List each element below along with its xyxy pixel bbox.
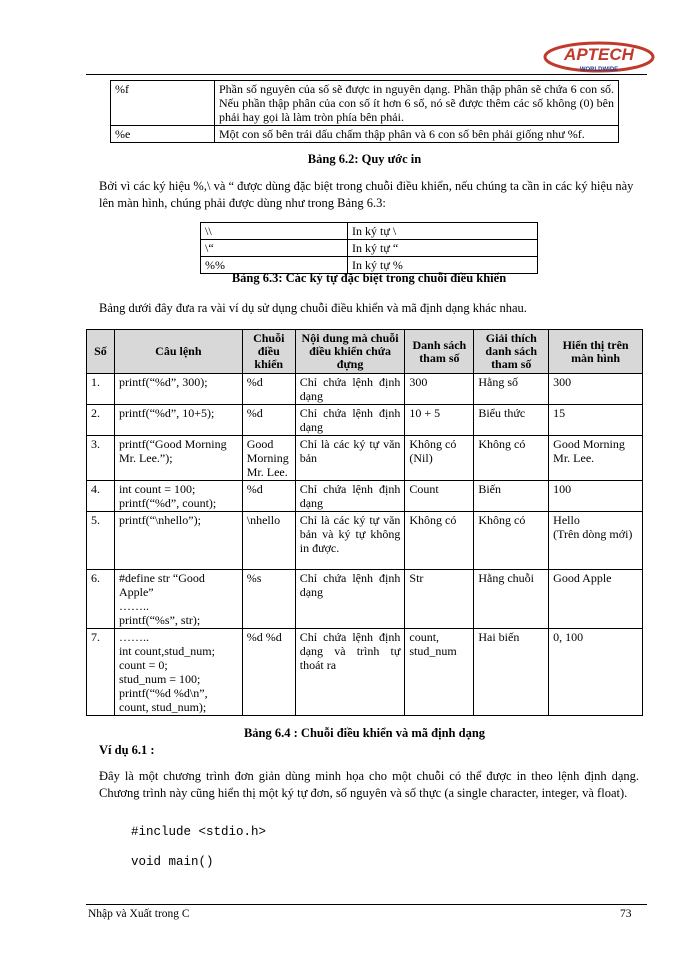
display-cell-line: 100	[553, 482, 572, 496]
table-row	[87, 629, 643, 716]
col-header-no: Số	[87, 330, 115, 374]
display-cell-line: 15	[553, 406, 566, 420]
params-cell	[405, 629, 474, 716]
display-cell-line: Hello	[553, 513, 580, 527]
params-cell	[405, 570, 474, 629]
table-header-row	[87, 330, 643, 374]
statement-cell-line: printf(“%d”, 10+5);	[118, 406, 215, 420]
explain-cell: Không có	[474, 436, 549, 481]
display-cell	[549, 481, 643, 512]
format-desc: Một con số bên trái dấu chấm thập phân và 6 con số bên phải giống như %f.	[215, 126, 619, 143]
statement-cell-line: ……..	[118, 630, 149, 644]
control-string-cell	[242, 629, 295, 716]
statement-cell-line: int count,stud_num;	[118, 644, 215, 658]
table-row	[201, 240, 538, 257]
content-cell: Chỉ là các ký tự văn bản	[295, 436, 405, 481]
col-header-params: Danh sách tham số	[405, 330, 474, 374]
statement-cell-line: printf(“%d %d\n”,	[118, 686, 208, 700]
display-cell-line: (Trên dòng mới)	[553, 527, 633, 541]
paragraph-special-chars: Bởi vì các ký hiệu %,\ và “ được dùng đặc biệt trong chuỗi điều khiển, nếu chúng ta cần in các ký hiệu này lên màn hình, chúng phải được dùng như trong Bảng 6.3:	[99, 179, 634, 210]
statement-cell-line: printf(“%s”, str);	[118, 613, 201, 627]
format-code: %f	[111, 81, 215, 126]
display-cell-line: 300	[553, 375, 572, 389]
params-cell-line: Không có (Nil)	[409, 437, 457, 465]
display-cell	[549, 405, 643, 436]
escape-seq: \“	[201, 240, 348, 257]
statement-cell-line: printf(“%d”, count);	[118, 496, 217, 510]
row-number: 6.	[87, 570, 115, 629]
table-row	[87, 436, 643, 481]
table-row	[87, 512, 643, 570]
control-string-cell	[242, 570, 295, 629]
row-number: 4.	[87, 481, 115, 512]
escape-output: In ký tự “	[348, 240, 538, 257]
params-cell-line: Str	[409, 571, 424, 585]
caption-6-2: Bảng 6.2: Quy ước in	[307, 152, 422, 166]
statement-cell	[114, 570, 242, 629]
paragraph-example: Đây là một chương trình đơn giản dùng minh họa cho một chuỗi có thể được in theo lệnh định dạng. Chương trình này cũng hiển thị một ký tự đơn, số nguyên và số thực (a single character, integer, và float).	[99, 769, 639, 800]
statement-cell	[114, 436, 242, 481]
escape-seq: %%	[201, 257, 348, 274]
statement-cell-line: count = 0;	[118, 658, 168, 672]
row-number: 5.	[87, 512, 115, 570]
col-header-explain: Giải thích danh sách tham số	[474, 330, 549, 374]
params-cell	[405, 436, 474, 481]
col-header-control: Chuỗi điều khiển	[242, 330, 295, 374]
display-cell-line: Good Apple	[553, 571, 612, 585]
params-cell-line: 10 + 5	[409, 406, 441, 420]
display-cell	[549, 570, 643, 629]
col-header-display: Hiển thị trên màn hình	[549, 330, 643, 374]
display-cell-line: Good Morning Mr. Lee.	[553, 437, 625, 465]
params-cell	[405, 481, 474, 512]
logo-subtext: WORLDWIDE	[579, 67, 619, 73]
explain-cell: Hằng chuỗi	[474, 570, 549, 629]
table-row	[87, 481, 643, 512]
control-string-cell	[242, 374, 295, 405]
control-string-cell	[242, 481, 295, 512]
content-cell: Chỉ chứa lệnh định dạng	[295, 374, 405, 405]
params-cell-line: count,	[409, 630, 440, 644]
control-string-cell-line: %s	[246, 571, 262, 585]
control-string-cell	[242, 436, 295, 481]
params-cell	[405, 405, 474, 436]
statement-cell-line: int count = 100;	[118, 482, 196, 496]
control-string-cell	[242, 512, 295, 570]
content-cell: Chỉ chứa lệnh định dạng	[295, 570, 405, 629]
header-rule	[86, 74, 647, 75]
table-6-2	[110, 80, 619, 143]
code-line: #include <stdio.h>	[131, 825, 267, 839]
display-cell-line: 0, 100	[553, 630, 584, 644]
table-row	[87, 405, 643, 436]
table-6-3	[200, 222, 538, 274]
statement-cell-line: printf(“\nhello”);	[118, 513, 201, 527]
escape-seq: \\	[201, 223, 348, 240]
page-number: 73	[620, 908, 632, 920]
display-cell	[549, 436, 643, 481]
code-line: void main()	[131, 855, 214, 869]
row-number: 2.	[87, 405, 115, 436]
logo-text: APTECH	[564, 45, 634, 64]
row-number: 1.	[87, 374, 115, 405]
footer-rule	[86, 904, 647, 905]
explain-cell: Không có	[474, 512, 549, 570]
col-header-content: Nội dung mà chuỗi điều khiển chứa đựng	[295, 330, 405, 374]
col-header-statement: Câu lệnh	[114, 330, 242, 374]
content-cell: Chỉ chứa lệnh định dạng	[295, 481, 405, 512]
footer-title: Nhập và Xuất trong C	[88, 908, 190, 920]
statement-cell	[114, 481, 242, 512]
control-string-cell	[242, 405, 295, 436]
format-code: %e	[111, 126, 215, 143]
params-cell	[405, 512, 474, 570]
statement-cell-line: stud_num = 100;	[118, 672, 201, 686]
content-cell: Chỉ chứa lệnh định dạng và trình tự thoát ra	[295, 629, 405, 716]
caption-6-4: Bảng 6.4 : Chuỗi điều khiển và mã định dạng	[243, 726, 486, 740]
control-string-cell-line: %d %d	[246, 630, 282, 644]
statement-cell	[114, 512, 242, 570]
table-row	[87, 570, 643, 629]
table-row	[87, 374, 643, 405]
aptech-logo	[541, 40, 657, 76]
explain-cell: Hai biến	[474, 629, 549, 716]
display-cell	[549, 512, 643, 570]
display-cell	[549, 374, 643, 405]
statement-cell-line: printf(“Good Morning Mr. Lee.”);	[118, 437, 227, 465]
content-cell: Chỉ chứa lệnh định dạng	[295, 405, 405, 436]
control-string-cell-line: Good	[246, 437, 274, 451]
escape-output: In ký tự \	[348, 223, 538, 240]
explain-cell: Hằng số	[474, 374, 549, 405]
statement-cell	[114, 629, 242, 716]
escape-output: In ký tự %	[348, 257, 538, 274]
row-number: 7.	[87, 629, 115, 716]
statement-cell-line: ……..	[118, 599, 149, 613]
statement-cell-line: printf(“%d”, 300);	[118, 375, 208, 389]
params-cell-line: Không có	[409, 513, 457, 527]
control-string-cell-line: Mr. Lee.	[246, 465, 288, 479]
row-number: 3.	[87, 436, 115, 481]
table-row	[201, 223, 538, 240]
explain-cell: Biến	[474, 481, 549, 512]
statement-cell-line: #define str “Good Apple”	[118, 571, 205, 599]
content-cell: Chỉ là các ký tự văn bản và ký tự không in được.	[295, 512, 405, 570]
params-cell-line: stud_num	[409, 644, 457, 658]
format-desc: Phần số nguyên của số sẽ được in nguyên dạng. Phần thập phân sẽ chứa 6 con số. Nếu phần thập phân của con số ít hơn 6 số, nó sẽ được thêm các số không (0) bên phải hay gọi là làm tròn phía bên phải.	[215, 81, 619, 126]
control-string-cell-line: Morning	[246, 451, 289, 465]
params-cell-line: 300	[409, 375, 428, 389]
caption-6-3: Bảng 6.3: Các ký tự đặc biệt trong chuỗi điều khiển	[231, 271, 507, 285]
table-row	[111, 81, 619, 126]
params-cell-line: Count	[409, 482, 439, 496]
paragraph-examples-intro: Bảng dưới đây đưa ra vài ví dụ sử dụng chuỗi điều khiển và mã định dạng khác nhau.	[99, 301, 527, 315]
control-string-cell-line: \nhello	[246, 513, 281, 527]
statement-cell	[114, 374, 242, 405]
example-title: Ví dụ 6.1 :	[99, 743, 155, 757]
display-cell	[549, 629, 643, 716]
control-string-cell-line: %d	[246, 375, 263, 389]
statement-cell-line: count, stud_num);	[118, 700, 207, 714]
table-6-4	[86, 329, 643, 716]
params-cell	[405, 374, 474, 405]
statement-cell	[114, 405, 242, 436]
control-string-cell-line: %d	[246, 406, 263, 420]
control-string-cell-line: %d	[246, 482, 263, 496]
table-row	[111, 126, 619, 143]
explain-cell: Biểu thức	[474, 405, 549, 436]
